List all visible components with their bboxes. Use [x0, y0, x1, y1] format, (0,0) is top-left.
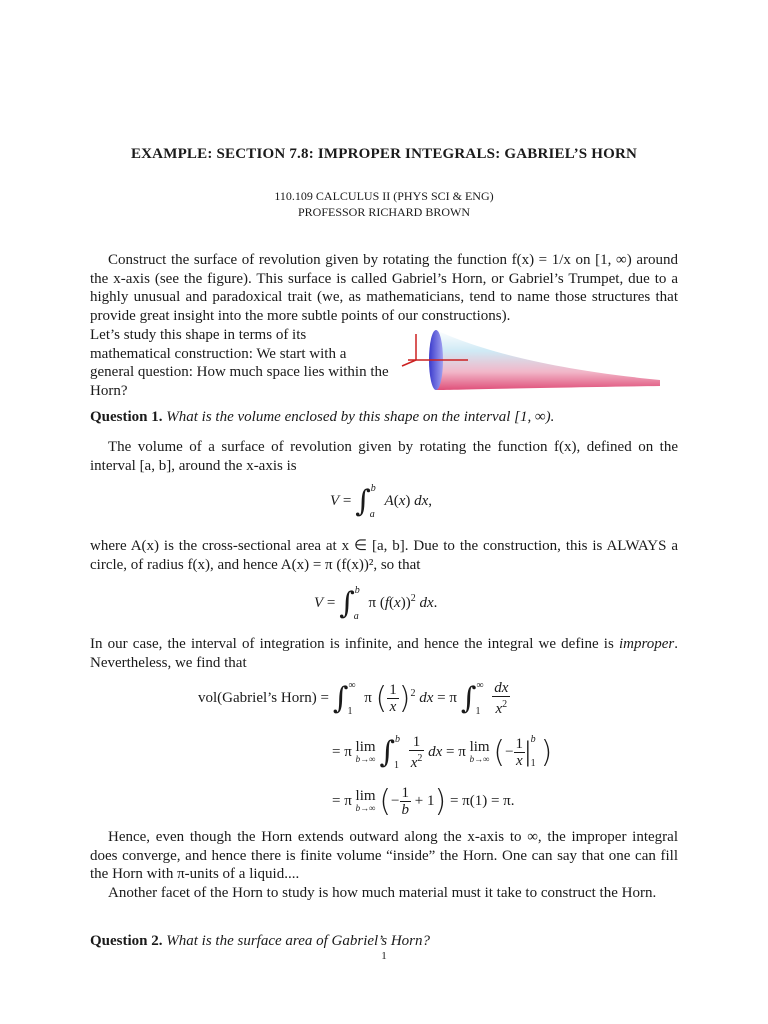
equation-horn-line-3: = π lim b→∞ (− $\frac{1}{b}$ + 1) = π(1) = π. [332, 784, 515, 819]
gabriels-horn-figure [398, 326, 664, 392]
equation-volume-general: V = ∫$^b_a$ A(x) dx, [330, 482, 433, 520]
horn-surface [436, 330, 660, 390]
course-line: 110.109 CALCULUS II (PHYS SCI & ENG) [274, 189, 494, 203]
question-1-label: Question 1. [90, 409, 163, 425]
equation-horn-line-2: = π lim b→∞ ∫$^b_1$ $\frac{1}{x^2}$ dx = π lim b→∞ (− $\frac{1}{x}$ $|^b_1$ ) [332, 733, 553, 771]
intro-paragraph: Construct the surface of revolution given by rotating the function f(x) = 1/x on [1, ∞) around the x-axis (see the figure). This surface is called Gabriel’s Horn, or Gabriel’s Trumpet, due to a highly unusual and paradoxical trait (we, as mathematicians, tend to name those structures that provide great insight into the more subtle points of our constructions). [90, 252, 678, 324]
vol-label: vol(Gabriel’s Horn) = [198, 689, 329, 706]
equation-volume-pi: V = ∫$^b_a$ π $(f(x))^2$ dx. [314, 584, 438, 622]
question-2 [90, 932, 678, 951]
equation-horn-line-1: vol(Gabriel’s Horn) = $\int^\infty_1$ π ( $\frac{1}{x}$ )$^2$ dx = π $\int^\infty_1$ $\frac{dx}{x^2}$ [198, 679, 509, 717]
page-title: EXAMPLE: SECTION 7.8: IMPROPER INTEGRALS: GABRIEL’S HORN [130, 146, 638, 162]
improper-text-pre: In our case, the interval of integration is infinite, and hence the integral we define is [90, 636, 614, 652]
page-number: 1 [381, 950, 387, 962]
question-2-text: What is the surface area of Gabriel’s Horn? [166, 933, 431, 949]
question-1-text: What is the volume enclosed by this shape on the interval [1, ∞). [166, 409, 555, 425]
course-info [0, 188, 768, 220]
z-axis-line [402, 360, 416, 366]
improper-paragraph [90, 635, 678, 672]
intro-paragraph-2: Let’s study this shape in terms of its mathematical construction: We start with a general question: How much space lies within the Horn? [90, 327, 389, 399]
conclusion-paragraph-2: Another facet of the Horn to study is how much material must it take to construct the Horn. [108, 885, 657, 901]
conclusion-paragraph: Hence, even though the Horn extends outward along the x-axis to ∞, the improper integral does converge, and hence there is finite volume “inside” the Horn. One can say that one can fill the Horn with π-units of a liquid.... [90, 829, 678, 882]
question-1 [90, 408, 678, 427]
improper-word: improper [618, 636, 675, 652]
volume-paragraph: The volume of a surface of revolution given by rotating the function f(x), defined on the interval [a, b], around the x-axis is [90, 439, 678, 474]
cross-section-paragraph: where A(x) is the cross-sectional area at x ∈ [a, b]. Due to the construction, this is ALWAYS a circle, of radius f(x), and hence A(x) = π (f(x))², so that [90, 538, 678, 573]
improper-text-post: . Nevertheless, we find that [90, 636, 679, 671]
professor-line: PROFESSOR RICHARD BROWN [297, 205, 471, 219]
question-2-label: Question 2. [90, 933, 163, 949]
